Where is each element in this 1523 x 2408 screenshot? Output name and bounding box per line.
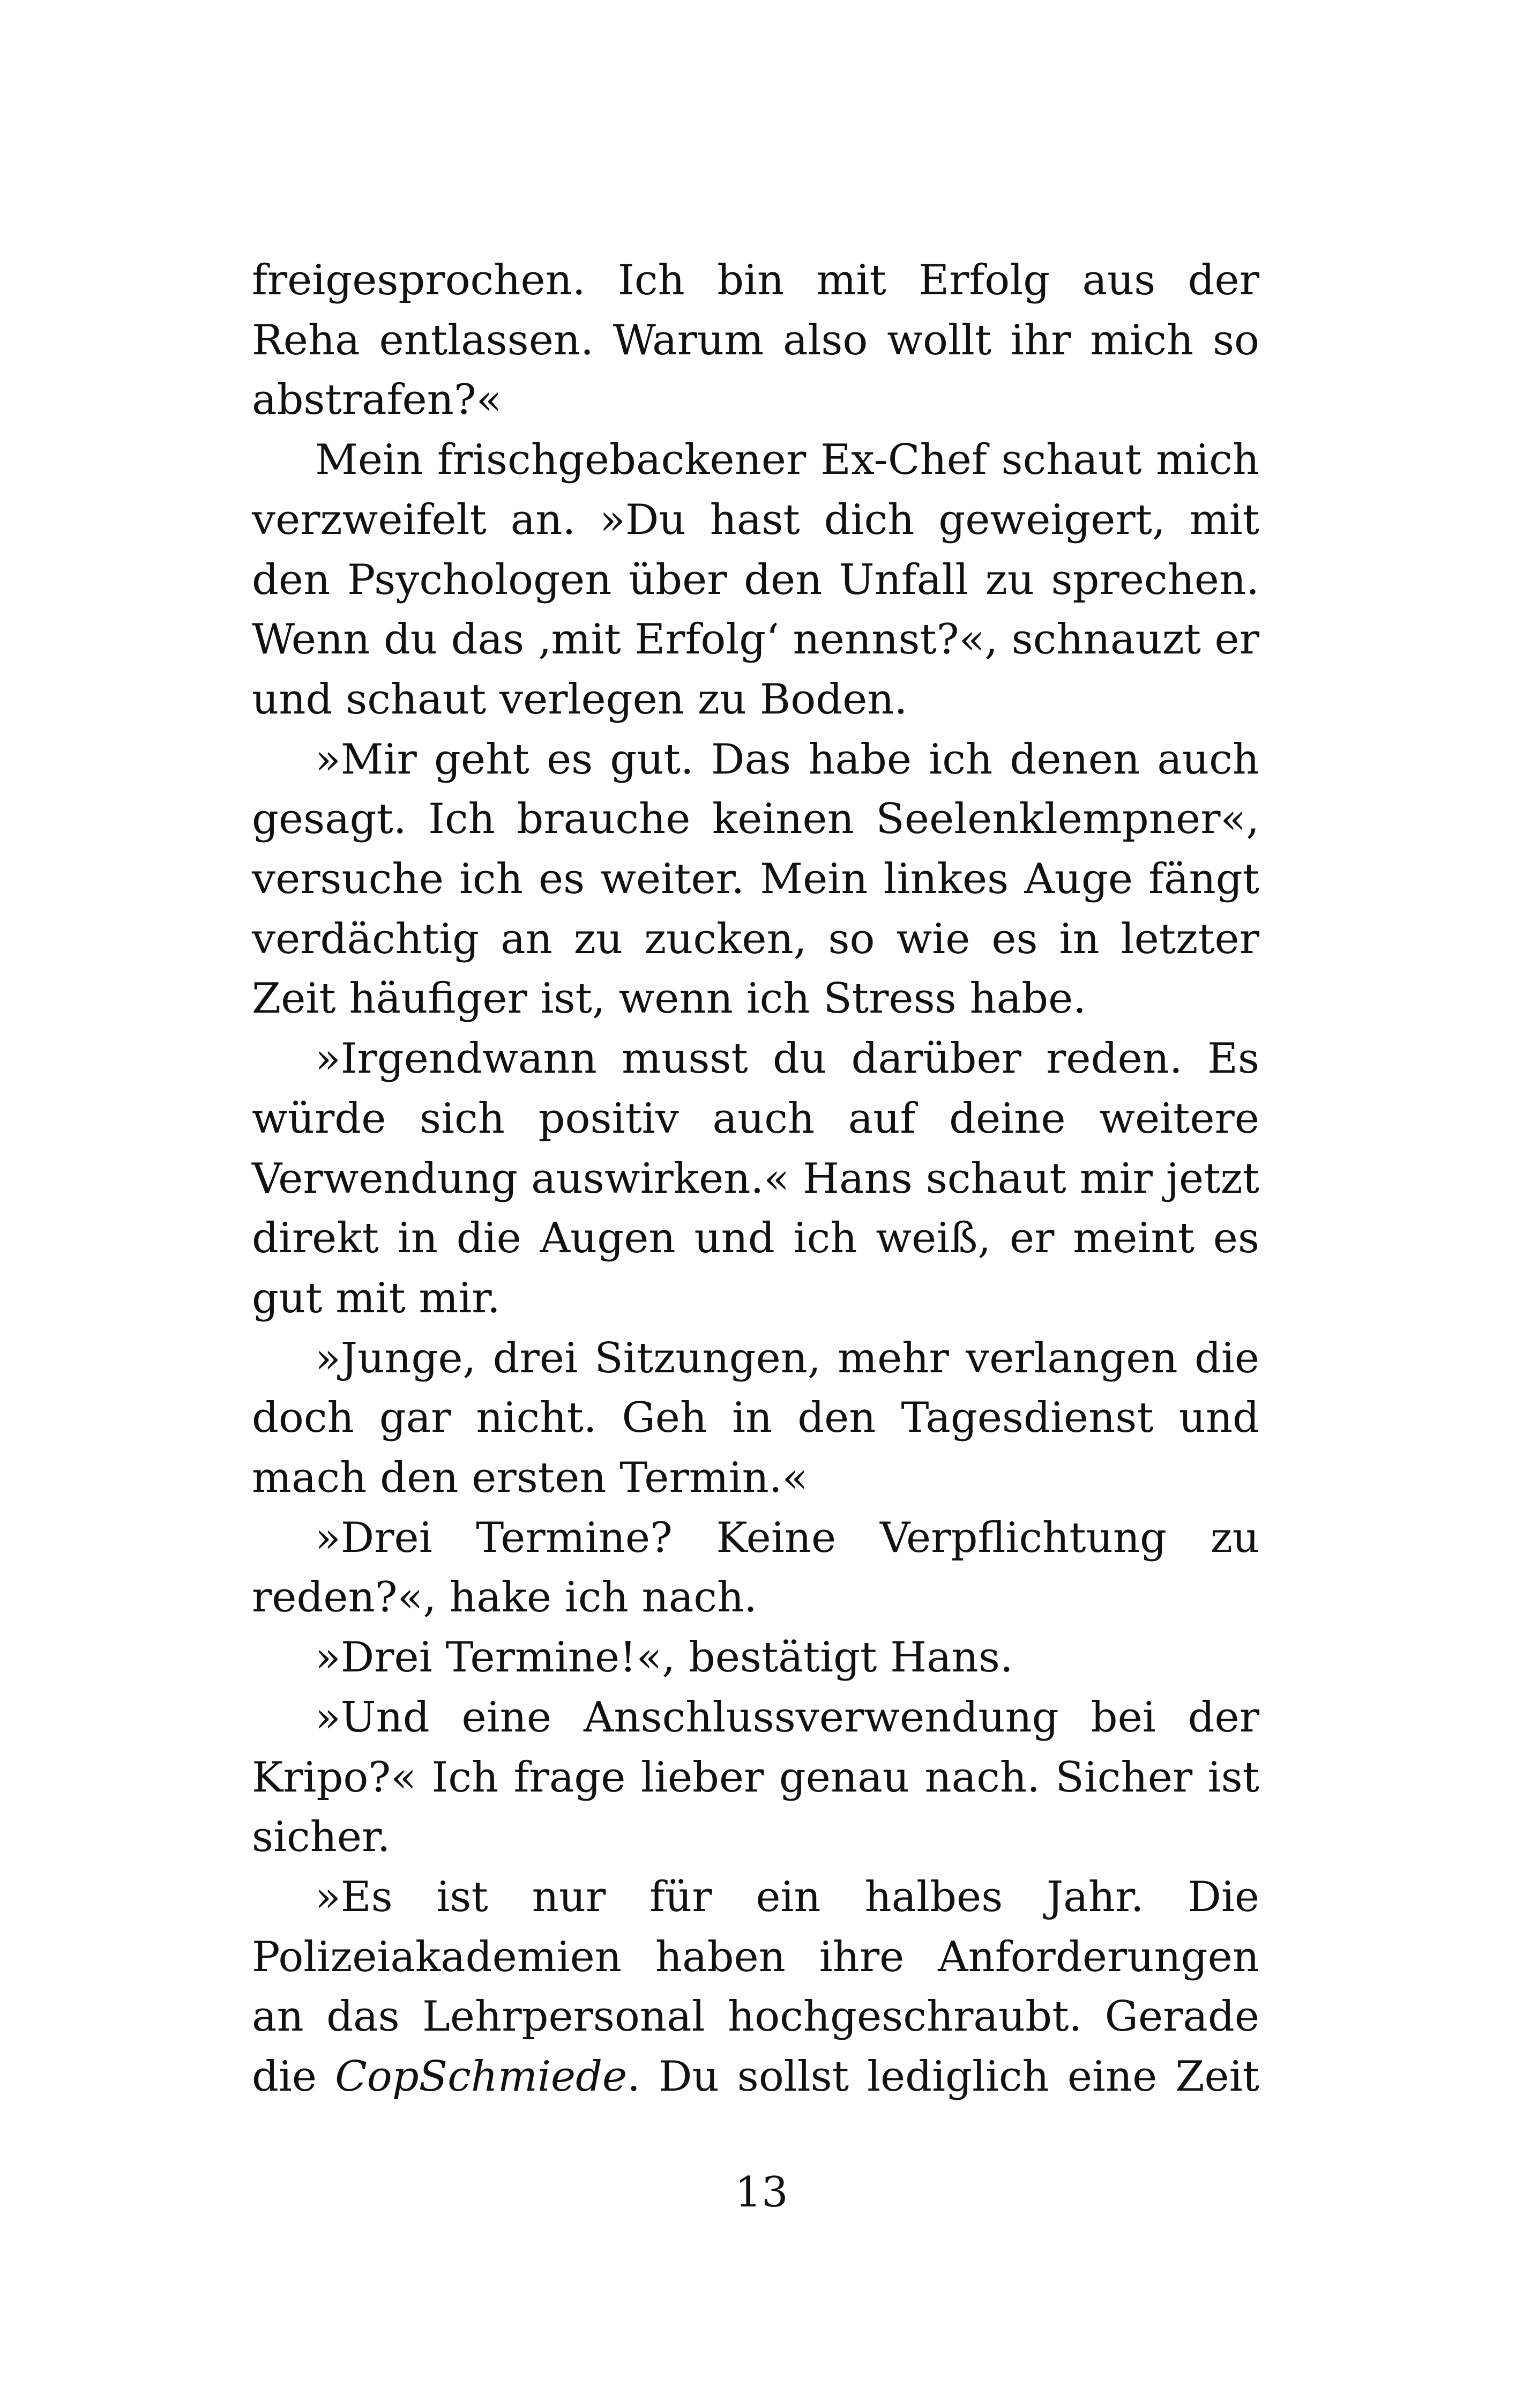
paragraph: Mein frischgebackener Ex-Chef schaut mich verzweifelt an. »Du hast dich geweigert, mit den Psychologen über den Unfall zu sprechen. Wenn du das ‚mit Erfolg‘ nennst?«, schnauzt er und schaut verlegen zu Boden.: [252, 436, 1259, 724]
page-number: 13: [735, 2168, 788, 2217]
italic-title: CopSchmiede: [335, 2053, 628, 2101]
paragraph: »Drei Termine!«, bestätigt Hans.: [315, 1633, 1013, 1682]
paragraph: »Junge, drei Sitzungen, mehr verlangen die doch gar nicht. Geh in den Tagesdienst und mach den ersten Termin.«: [252, 1334, 1259, 1503]
body-text: [252, 251, 1259, 2107]
paragraph: [252, 1868, 1259, 2107]
paragraph-text: . Du sollst lediglich eine Zeit: [627, 2053, 1259, 2101]
paragraph: »Und eine Anschlussverwendung bei der Kripo?« Ich frage lieber genau nach. Sicher ist sicher.: [252, 1693, 1259, 1862]
paragraph: »Drei Termine? Keine Verpflichtung zu reden?«, hake ich nach.: [252, 1513, 1259, 1622]
paragraph: »Mir geht es gut. Das habe ich denen auch gesagt. Ich brauche keinen Seelenklempner«, versuche ich es weiter. Mein linkes Auge fängt verdächtig an zu zucken, so wie es in letzter Zeit häufiger ist, wenn ich Stress habe.: [252, 735, 1259, 1023]
paragraph-text: »Es ist nur für ein halbes Jahr. Die Polizeiakademien haben ihre Anforderungen an das Lehrpersonal hochgeschraubt. Gerade die: [252, 1872, 1259, 2101]
paragraph: freigesprochen. Ich bin mit Erfolg aus der Reha entlassen. Warum also wollt ihr mich so abstrafen?«: [252, 256, 1259, 425]
paragraph: »Irgendwann musst du darüber reden. Es würde sich positiv auch auf deine weitere Verwendung auswirken.« Hans schaut mir jetzt direkt in die Augen und ich weiß, er meint es gut mit mir.: [252, 1035, 1259, 1322]
